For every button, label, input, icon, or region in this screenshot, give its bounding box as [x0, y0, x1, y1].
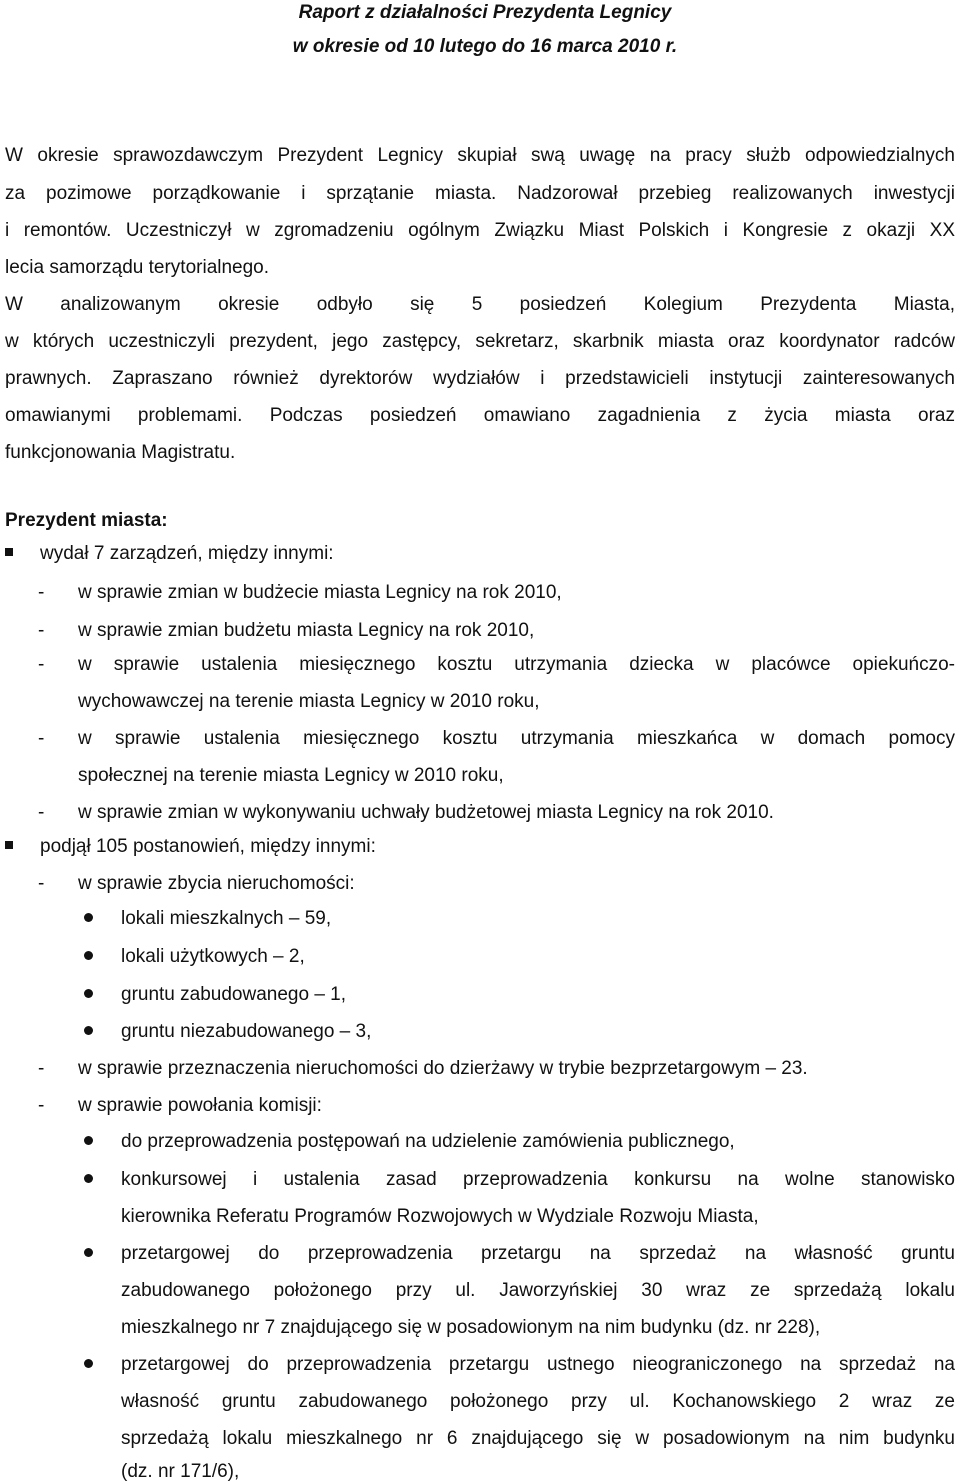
postanowienie-item-3: w sprawie powołania komisji: [78, 1095, 322, 1116]
zbycie-grunt-niezabudowany: gruntu niezabudowanego – 3, [121, 1021, 372, 1042]
round-bullet-icon [84, 1359, 93, 1368]
dash-bullet: - [38, 1058, 45, 1079]
komisja-item-4-line-3: sprzedażą lokalu mieszkalnego nr 6 znajdującego się w posadowionym na nim budynku [121, 1428, 955, 1449]
intro-paragraph-1-line-3: i remontów. Uczestniczył w zgromadzeniu ogólnym Związku Miast Polskich i Kongresie z okazji XX [5, 220, 955, 241]
komisja-item-3-line-3: mieszkalnego nr 7 znajdującego się w posadowionym na nim budynku (dz. nr 228), [121, 1317, 821, 1338]
komisja-item-4-line-1: przetargowej do przeprowadzenia przetargu ustnego nieograniczonego na sprzedaż na [121, 1354, 955, 1375]
dash-bullet: - [38, 582, 45, 603]
intro-paragraph-2-line-4: omawianymi problemami. Podczas posiedzeń omawiano zagadnienia z życia miasta oraz [5, 405, 955, 426]
dash-bullet: - [38, 620, 45, 641]
zarzadzenie-item-3-line-1: w sprawie ustalenia miesięcznego kosztu utrzymania dziecka w placówce opiekuńczo- [78, 654, 955, 675]
komisja-item-4-line-4: (dz. nr 171/6), [121, 1461, 240, 1482]
zarzadzenie-item-1: w sprawie zmian w budżecie miasta Legnicy na rok 2010, [78, 582, 562, 603]
section-heading: Prezydent miasta: [5, 510, 168, 531]
komisja-item-2-line-2: kierownika Referatu Programów Rozwojowych w Wydziale Rozwoju Miasta, [121, 1206, 759, 1227]
postanowienie-item-2: w sprawie przeznaczenia nieruchomości do dzierżawy w trybie bezprzetargowym – 23. [78, 1058, 808, 1079]
intro-paragraph-1-line-1: W okresie sprawozdawczym Prezydent Legnicy skupiał swą uwagę na pracy służb odpowiedzialnych [5, 145, 955, 166]
postanowienia-lead: podjął 105 postanowień, między innymi: [40, 836, 376, 857]
intro-paragraph-1-line-4: lecia samorządu terytorialnego. [5, 257, 270, 278]
komisja-item-4-line-2: własność gruntu zabudowanego położonego przy ul. Kochanowskiego 2 wraz ze [121, 1391, 955, 1412]
round-bullet-icon [84, 913, 93, 922]
intro-paragraph-1-line-2: za pozimowe porządkowanie i sprzątanie miasta. Nadzorował przebieg realizowanych inwestycji [5, 183, 955, 204]
zbycie-grunt-zabudowany: gruntu zabudowanego – 1, [121, 984, 347, 1005]
postanowienie-item-1: w sprawie zbycia nieruchomości: [78, 873, 355, 894]
square-bullet-icon [5, 841, 13, 849]
dash-bullet: - [38, 728, 45, 749]
round-bullet-icon [84, 1174, 93, 1183]
komisja-item-3-line-2: zabudowanego położonego przy ul. Jaworzyńskiej 30 wraz ze sprzedażą lokalu [121, 1280, 955, 1301]
komisja-item-1: do przeprowadzenia postępowań na udzielenie zamówienia publicznego, [121, 1131, 735, 1152]
intro-paragraph-2-line-1: W analizowanym okresie odbyło się 5 posiedzeń Kolegium Prezydenta Miasta, [5, 294, 955, 315]
dash-bullet: - [38, 654, 45, 675]
round-bullet-icon [84, 1136, 93, 1145]
komisja-item-2-line-1: konkursowej i ustalenia zasad przeprowadzenia konkursu na wolne stanowisko [121, 1169, 955, 1190]
square-bullet-icon [5, 548, 13, 556]
zarzadzenie-item-4-line-2: społecznej na terenie miasta Legnicy w 2010 roku, [78, 765, 504, 786]
zarzadzenie-item-5: w sprawie zmian w wykonywaniu uchwały budżetowej miasta Legnicy na rok 2010. [78, 802, 774, 823]
intro-paragraph-2-line-3: prawnych. Zapraszano również dyrektorów wydziałów i przedstawicieli instytucji zainteresowanych [5, 368, 955, 389]
zarzadzenie-item-2: w sprawie zmian budżetu miasta Legnicy na rok 2010, [78, 620, 535, 641]
report-title-line-2: w okresie od 10 lutego do 16 marca 2010 r. [292, 36, 678, 57]
zarzadzenie-item-4-line-1: w sprawie ustalenia miesięcznego kosztu utrzymania mieszkańca w domach pomocy [78, 728, 955, 749]
zarzadzenia-lead: wydał 7 zarządzeń, między innymi: [40, 543, 334, 564]
round-bullet-icon [84, 1248, 93, 1257]
round-bullet-icon [84, 951, 93, 960]
dash-bullet: - [38, 1095, 45, 1116]
zbycie-lokale-mieszkalne: lokali mieszkalnych – 59, [121, 908, 332, 929]
round-bullet-icon [84, 1026, 93, 1035]
dash-bullet: - [38, 873, 45, 894]
zbycie-lokale-uzytkowe: lokali użytkowych – 2, [121, 946, 305, 967]
zarzadzenie-item-3-line-2: wychowawczej na terenie miasta Legnicy w 2010 roku, [78, 691, 540, 712]
komisja-item-3-line-1: przetargowej do przeprowadzenia przetargu na sprzedaż na własność gruntu [121, 1243, 955, 1264]
intro-paragraph-2-line-2: w których uczestniczyli prezydent, jego zastępcy, sekretarz, skarbnik miasta oraz koordynator radców [5, 331, 955, 352]
report-title-line-1: Raport z działalności Prezydenta Legnicy [298, 2, 672, 23]
dash-bullet: - [38, 802, 45, 823]
round-bullet-icon [84, 989, 93, 998]
intro-paragraph-2-line-5: funkcjonowania Magistratu. [5, 442, 236, 463]
